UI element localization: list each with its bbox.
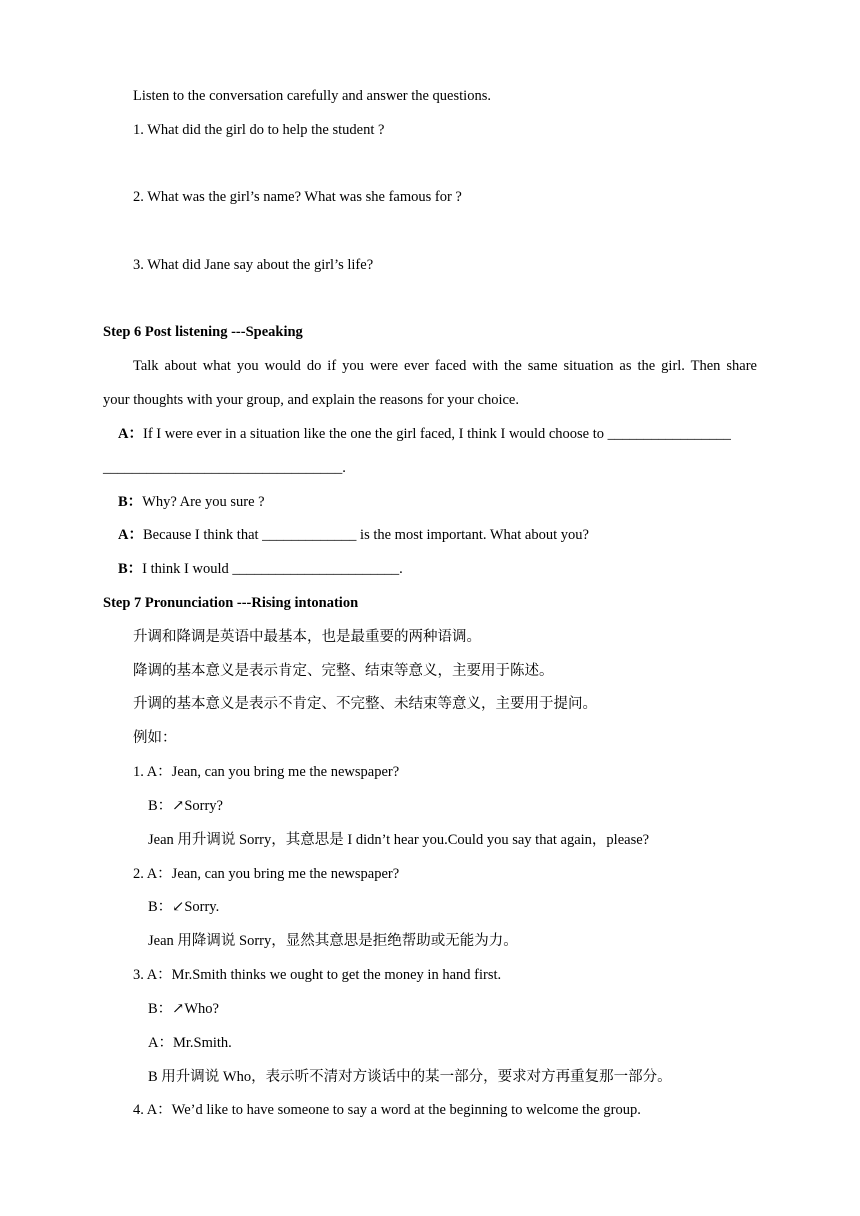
speaker-label: B： <box>118 494 143 510</box>
step7-intro-3: 升调的基本意义是表示不肯定、不完整、未结束等意义，主要用于提问。 <box>133 696 597 712</box>
example-3-line-2: B：↗Who? <box>148 1001 219 1017</box>
dialogue-line-4 <box>118 525 589 545</box>
example-2-line-2: B：↙Sorry. <box>148 899 220 915</box>
listening-instruction: Listen to the conversation carefully and answer the questions. <box>133 88 491 104</box>
dialogue-text: If I were ever in a situation like the one the girl faced, I think I would choose to _________________ <box>142 426 731 442</box>
dialogue-text: _________________________________. <box>103 460 346 476</box>
dialogue-line-3 <box>118 492 265 512</box>
example-1-line-3: Jean 用升调说 Sorry，其意思是 I didn’t hear you.Could you say that again，please? <box>148 832 650 848</box>
step6-paragraph-line2: your thoughts with your group, and explain the reasons for your choice. <box>103 392 519 408</box>
example-3-line-3: A：Mr.Smith. <box>148 1035 232 1051</box>
step7-intro-4: 例如： <box>133 730 177 746</box>
example-3-line-1: 3. A：Mr.Smith thinks we ought to get the money in hand first. <box>133 967 502 983</box>
question-1: 1. What did the girl do to help the student ? <box>133 122 385 138</box>
dialogue-line-2 <box>103 458 346 478</box>
dialogue-text: Because I think that _____________ is the most important. What about you? <box>142 527 589 543</box>
speaker-label: A： <box>118 426 143 442</box>
dialogue-line-1 <box>118 424 731 444</box>
step7-intro-2: 降调的基本意义是表示肯定、完整、结束等意义，主要用于陈述。 <box>133 663 554 679</box>
question-3: 3. What did Jane say about the girl’s life? <box>133 257 374 273</box>
example-3-line-4: B 用升调说 Who，表示听不清对方谈话中的某一部分，要求对方再重复那一部分。 <box>148 1069 672 1085</box>
example-1-line-2: B：↗Sorry? <box>148 798 223 814</box>
example-2-line-1: 2. A：Jean, can you bring me the newspaper? <box>133 866 400 882</box>
example-2-line-3: Jean 用降调说 Sorry，显然其意思是拒绝帮助或无能为力。 <box>148 933 518 949</box>
speaker-label: B： <box>118 561 143 577</box>
example-1-line-1: 1. A：Jean, can you bring me the newspaper? <box>133 764 400 780</box>
dialogue-text: Why? Are you sure ? <box>142 494 265 510</box>
step6-paragraph-line1: Talk about what you would do if you were ever faced with the same situation as the girl. Then share <box>133 358 757 374</box>
step7-heading: Step 7 Pronunciation ---Rising intonation <box>103 595 359 611</box>
step7-intro-1: 升调和降调是英语中最基本，也是最重要的两种语调。 <box>133 629 481 645</box>
step6-heading: Step 6 Post listening ---Speaking <box>103 324 303 340</box>
example-4-line-1: 4. A：We’d like to have someone to say a word at the beginning to welcome the group. <box>133 1102 641 1118</box>
question-2: 2. What was the girl’s name? What was she famous for ? <box>133 189 462 205</box>
speaker-label: A： <box>118 527 143 543</box>
dialogue-line-5 <box>118 559 403 579</box>
dialogue-text: I think I would _______________________. <box>142 561 403 577</box>
